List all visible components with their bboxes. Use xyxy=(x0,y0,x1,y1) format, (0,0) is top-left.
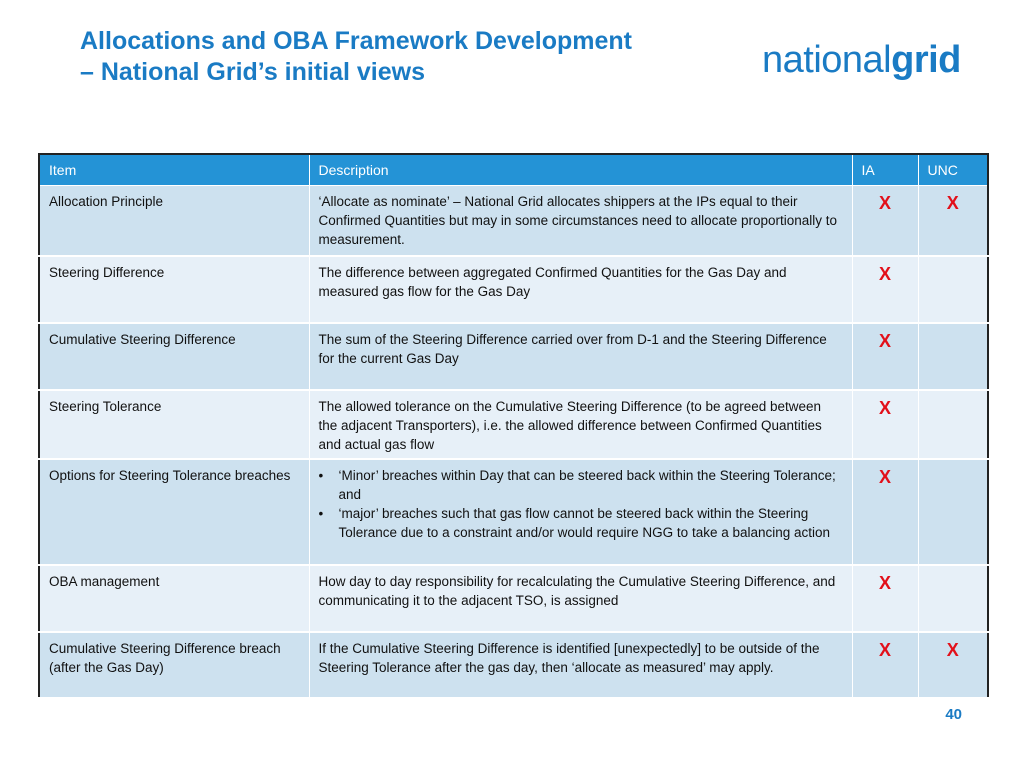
description-cell: ‘Allocate as nominate’ – National Grid allocates shippers at the IPs equal to their Confirmed Quantities but may in some circumstances need to allocate proportionally to measurement. xyxy=(309,186,852,256)
unc-mark: X xyxy=(918,186,988,256)
ia-mark: X xyxy=(852,256,918,323)
header-ia: IA xyxy=(852,154,918,186)
description-cell: How day to day responsibility for recalculating the Cumulative Steering Difference, and communicating it to the adjacent TSO, is assigned xyxy=(309,565,852,632)
unc-mark xyxy=(918,390,988,459)
unc-mark xyxy=(918,323,988,390)
breach-options-list xyxy=(319,466,843,542)
item-cell: Steering Difference xyxy=(39,256,309,323)
item-cell: Cumulative Steering Difference xyxy=(39,323,309,390)
list-item: • ‘major’ breaches such that gas flow cannot be steered back within the Steering Tolerance due to a constraint and/or would require NGG to take a balancing action xyxy=(339,504,843,542)
table-row xyxy=(39,323,988,390)
item-cell: Cumulative Steering Difference breach (after the Gas Day) xyxy=(39,632,309,698)
item-cell: Steering Tolerance xyxy=(39,390,309,459)
page-title xyxy=(80,26,740,88)
title-line-1: Allocations and OBA Framework Development xyxy=(80,27,632,55)
table-row xyxy=(39,186,988,256)
table-header-row xyxy=(39,154,988,186)
header-description: Description xyxy=(309,154,852,186)
item-cell: Allocation Principle xyxy=(39,186,309,256)
header-unc: UNC xyxy=(918,154,988,186)
description-cell: The difference between aggregated Confirmed Quantities for the Gas Day and measured gas flow for the Gas Day xyxy=(309,256,852,323)
item-cell: OBA management xyxy=(39,565,309,632)
ia-mark: X xyxy=(852,632,918,698)
list-item: • ‘Minor’ breaches within Day that can be steered back within the Steering Tolerance; and xyxy=(339,466,843,504)
description-cell xyxy=(309,459,852,565)
unc-mark xyxy=(918,256,988,323)
unc-mark: X xyxy=(918,632,988,698)
table-row xyxy=(39,632,988,698)
ia-mark: X xyxy=(852,565,918,632)
unc-mark xyxy=(918,565,988,632)
unc-mark xyxy=(918,459,988,565)
item-cell: Options for Steering Tolerance breaches xyxy=(39,459,309,565)
framework-table xyxy=(38,153,989,699)
table-row xyxy=(39,256,988,323)
ia-mark: X xyxy=(852,186,918,256)
description-cell: The sum of the Steering Difference carried over from D-1 and the Steering Difference for the current Gas Day xyxy=(309,323,852,390)
ia-mark: X xyxy=(852,390,918,459)
header-item: Item xyxy=(39,154,309,186)
table-row xyxy=(39,390,988,459)
ia-mark: X xyxy=(852,323,918,390)
description-cell: The allowed tolerance on the Cumulative Steering Difference (to be agreed between the adjacent Transporters), i.e. the allowed difference between Confirmed Quantities and actual gas flow xyxy=(309,390,852,459)
ia-mark: X xyxy=(852,459,918,565)
title-line-2: – National Grid’s initial views xyxy=(80,58,426,86)
page-number: 40 xyxy=(945,706,962,723)
description-cell: If the Cumulative Steering Difference is identified [unexpectedly] to be outside of the Steering Tolerance after the gas day, then ‘allocate as measured’ may apply. xyxy=(309,632,852,698)
table-row xyxy=(39,459,988,565)
national-grid-logo: nationalgrid xyxy=(762,39,961,81)
table-row xyxy=(39,565,988,632)
